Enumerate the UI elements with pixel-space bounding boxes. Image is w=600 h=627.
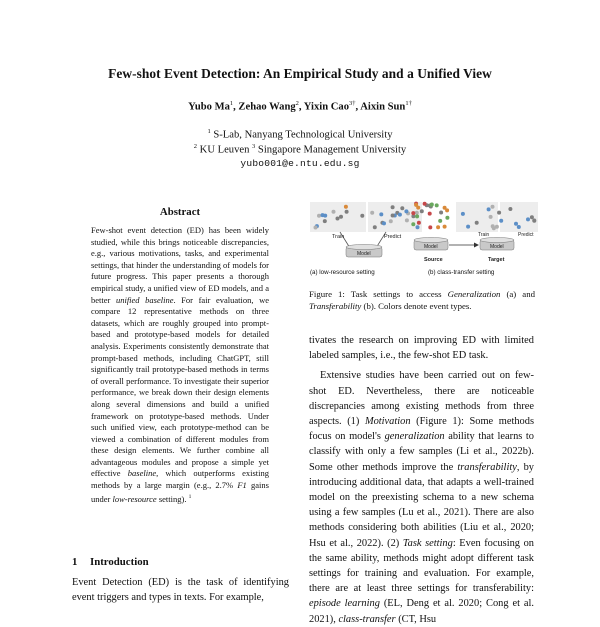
right-column-body (309, 333, 534, 627)
sample-dot (416, 225, 420, 229)
target-train-label: Train (478, 232, 490, 238)
panel-b-caption: (b) class-transfer setting (428, 269, 495, 276)
panel-class-transfer (411, 202, 538, 276)
model-cylinder-top (346, 245, 382, 250)
sample-dot (389, 219, 393, 223)
sample-dot (461, 212, 465, 216)
target-predict-label: Predict (518, 232, 534, 238)
sample-dot (370, 211, 374, 215)
target-label: Target (488, 257, 505, 263)
section-heading-introduction: 1 Introduction (72, 556, 149, 568)
train-label: Train (332, 234, 345, 240)
sample-dot (438, 219, 442, 223)
sample-dot (439, 211, 443, 215)
sample-dot (489, 215, 493, 219)
sample-dot (344, 205, 348, 209)
sample-dot (398, 213, 402, 217)
introduction-text: Event Detection (ED) is the task of identifying event triggers and types in texts. For example, (72, 577, 289, 603)
sample-dot (514, 222, 518, 226)
sample-dot (491, 224, 495, 228)
abstract-body: Few-shot event detection (ED) has been widely studied, while this brings noticeable discrepancies, e.g., various motivations, tasks, and experimental settings, that hinder the understanding of models for future progress. This paper presents a thorough empirical study, a unified view of ED models, and a better unified baseline. For fair evaluation, we compare 12 representative methods on three datasets, which are roughly grouped into prompt-based and prototype-based models for detailed analysis. Experiments consistently demonstrate that prompt-based methods, including ChatGPT, still significantly trail prototype-based methods in terms of overall performance. To investigate their superior performance, we break down their design elements along several dimensions and build a unified framework on prototype-based methods. Under such unified view, each prototype-method can be viewed a combination of different modules from these design elements. We further combine all advantageous modules and propose a simple yet effective baseline, which outperforms existing methods by a large margin (e.g., 2.7% F1 gains under low-resource setting). $^1$ (91, 225, 270, 504)
sample-dot (415, 214, 419, 218)
affiliation-line-2: $^2$ KU Leuven $^3$ Singapore Management University (193, 143, 407, 156)
figure-1-diagram (304, 196, 540, 286)
affiliation-line-1: $^1$ S-Lab, Nanyang Technological University (207, 128, 393, 141)
abstract-heading: Abstract (159, 206, 201, 218)
sample-dot (415, 211, 419, 215)
sample-dot (423, 202, 427, 206)
predict-label: Predict (384, 234, 402, 240)
sample-dot (317, 214, 321, 218)
sample-dot (382, 221, 386, 225)
sample-dot (373, 225, 377, 229)
target-model-label: Model (490, 244, 504, 250)
sample-dot (404, 209, 408, 213)
sample-dot (339, 215, 343, 219)
sample-dot (436, 225, 440, 229)
figure-1-caption: Figure 1: Task settings to access Generalization (a) and Transferability (b). Colors denote event types. (309, 289, 535, 312)
sample-dot (428, 225, 432, 229)
author-name: Aixin Sun (360, 101, 406, 113)
sample-dot (497, 211, 501, 215)
sample-dot (420, 209, 424, 213)
footnote-mark[interactable]: 1 (188, 493, 192, 500)
sample-dot (435, 203, 439, 207)
panel-low-resource (310, 202, 422, 276)
sample-dot (430, 203, 434, 207)
source-model-label: Model (424, 244, 438, 250)
sample-dot (391, 214, 395, 218)
paragraph-discrepancies: Extensive studies have been carried out on few-shot ED. Nevertheless, there are noticeable discrepancies among existing methods from three aspects. (1) Motivation (Figure 1): Some methods focus on model's generalization ability that learns to classify with only a few samples (Li et al., 2022b). Some other methods improve the transferability, by introducing additional data, that adapts a well-trained model on the preexisting schema to a new schema using a few samples (Lu et al., 2021). There are also methods considering both abilities (Liu et al., 2020; Hsu et al., 2022). (2) Task setting: Even focusing on the same ability, methods might adopt different task settings for training and evaluation. For example, there are at least three settings for transferability: episode learning (EL, Deng et al. 2020; Cong et al. 2021), class-transfer (CT, Hsu (309, 370, 535, 625)
author-list: Yubo Ma$^1$, Zehao Wang$^2$, Yixin Cao$^{3\dagger}$, Aixin Sun$^{1\dagger}$ (188, 100, 412, 113)
author-affil-mark: 1 (229, 100, 234, 107)
author-name: Yubo Ma (188, 101, 230, 113)
sample-dot (321, 213, 325, 217)
paper-title: Few-shot Event Detection: An Empirical Study and a Unified View (108, 66, 492, 81)
sample-dot (405, 218, 409, 222)
sample-dot (336, 217, 340, 221)
author-name: Zehao Wang (238, 101, 296, 113)
transfer-arrowhead (474, 243, 479, 248)
author-affil-mark: 2 (295, 100, 299, 107)
sample-dot (417, 221, 421, 225)
sample-dot (532, 219, 536, 223)
sample-dot (332, 210, 336, 214)
sample-dot (445, 216, 449, 220)
sample-dot (508, 207, 512, 211)
model-label: Model (357, 251, 371, 257)
panel-a-caption: (a) low-resource setting (310, 269, 375, 276)
sample-dot (487, 207, 491, 211)
sample-dot (400, 206, 404, 210)
sample-dot (466, 225, 470, 229)
target-model-cylinder-top (480, 238, 514, 243)
paragraph-continued: tivates the research on improving ED with limited labeled samples, i.e., the few-shot ED task. (309, 335, 534, 362)
author-affil-mark: 1† (405, 100, 412, 107)
source-label: Source (424, 257, 443, 263)
sample-dot (428, 212, 432, 216)
author-affil-mark: 3† (349, 100, 356, 107)
author-name: Yixin Cao (303, 101, 350, 113)
sample-dot (411, 222, 415, 226)
sample-dot (443, 206, 447, 210)
sample-dot (530, 215, 534, 219)
sample-dot (379, 212, 383, 216)
sample-dot (475, 221, 479, 225)
sample-dot (517, 225, 521, 229)
sample-dot (526, 217, 530, 221)
sample-dot (391, 205, 395, 209)
sample-dot (491, 205, 495, 209)
sample-dot (323, 219, 327, 223)
sample-dot (414, 203, 418, 207)
sample-dot (499, 219, 503, 223)
sample-dot (360, 214, 364, 218)
sample-dot (443, 225, 447, 229)
sample-dot (314, 226, 318, 230)
source-model-cylinder-top (414, 238, 448, 243)
sample-dot (345, 210, 349, 214)
contact-email[interactable]: yubo001@e.ntu.edu.sg (240, 158, 360, 169)
sample-dot (411, 211, 415, 215)
